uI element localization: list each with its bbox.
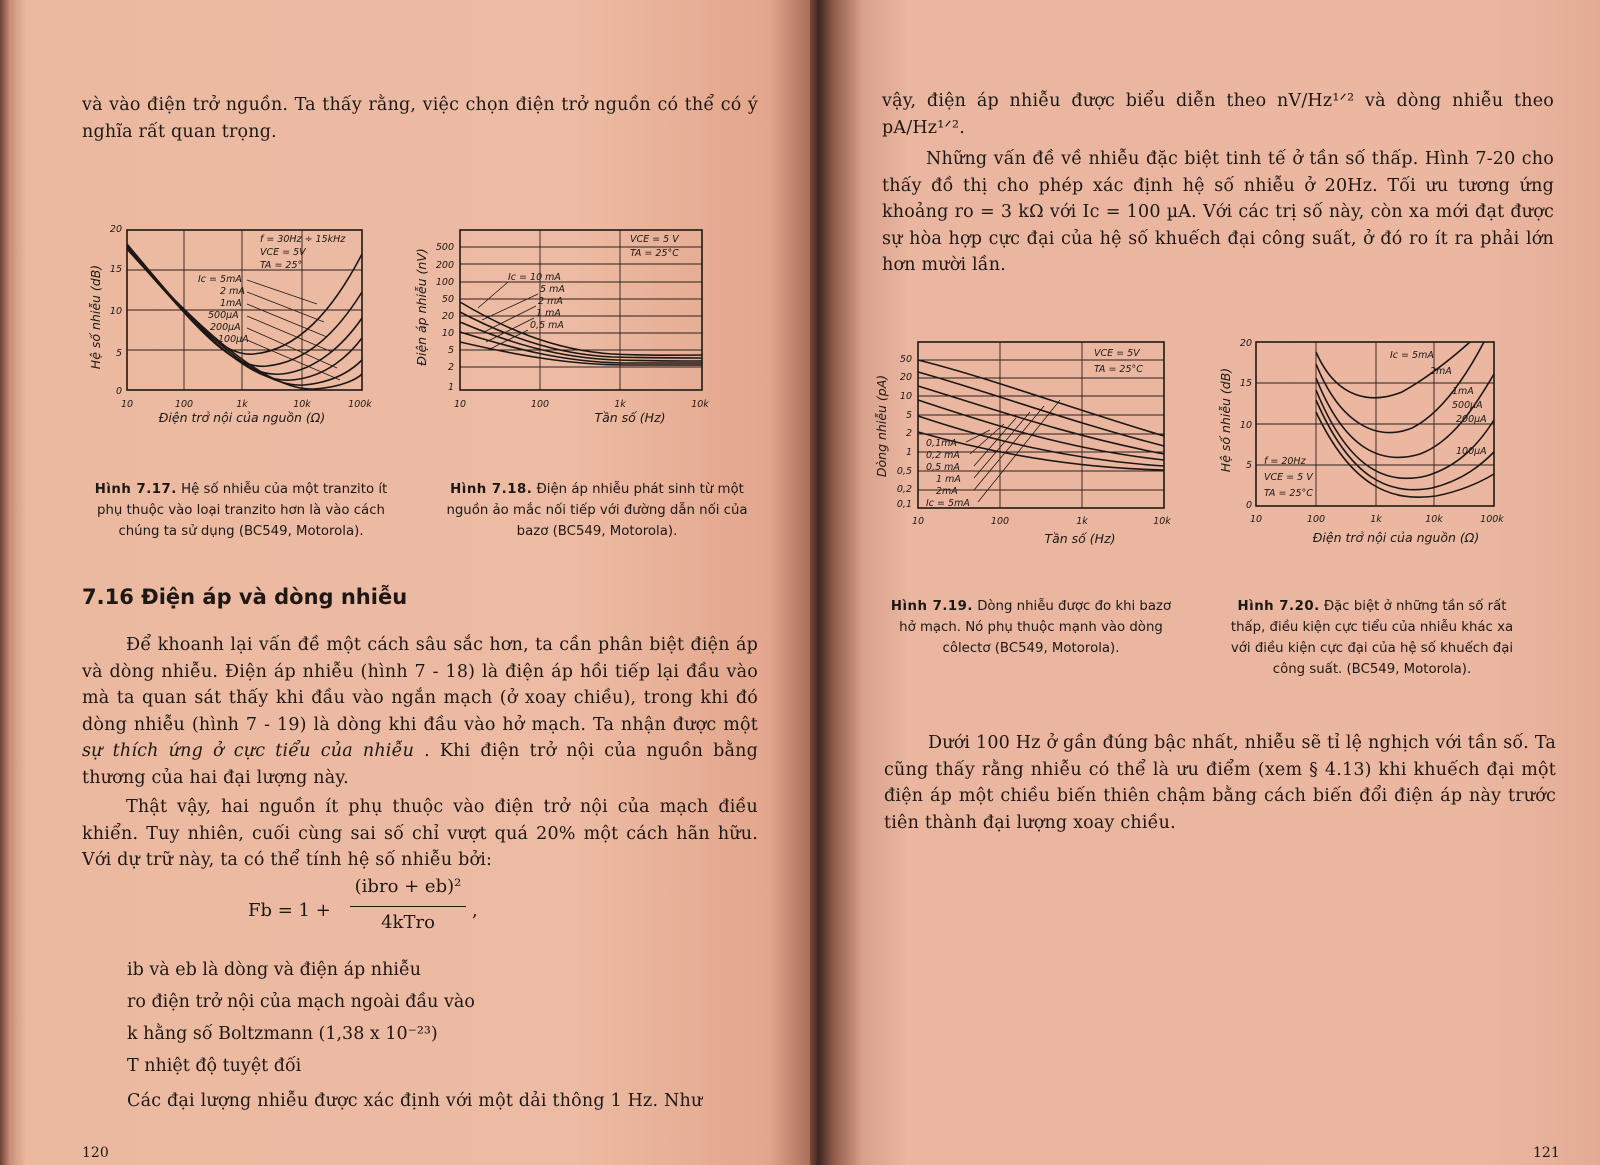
svg-text:VCE = 5 V: VCE = 5 V xyxy=(630,234,679,245)
figure-7-20-caption xyxy=(1222,596,1522,680)
right-paragraph-1: vậy, điện áp nhiễu được biểu diễn theo nV/Hz¹ᐟ² và dòng nhiễu theo pA/Hz¹ᐟ². xyxy=(882,91,1554,138)
svg-text:10: 10 xyxy=(899,391,912,402)
definition-line: ro điện trở nội của mạch ngoài đầu vào xyxy=(127,992,475,1012)
fig20-ylabel: Hệ số nhiễu (dB) xyxy=(1218,367,1233,473)
fig18-conditions xyxy=(630,234,680,259)
svg-text:5: 5 xyxy=(447,345,454,356)
fraction-bar xyxy=(350,906,466,907)
svg-text:Ic = 10 mA: Ic = 10 mA xyxy=(508,272,561,283)
fig18-curves xyxy=(460,302,702,365)
figure-7-19-chart xyxy=(870,338,1190,558)
svg-text:10k: 10k xyxy=(1425,514,1443,525)
formula-lhs: Fb = 1 + xyxy=(248,900,331,921)
svg-text:0,5: 0,5 xyxy=(896,466,912,477)
svg-text:10k: 10k xyxy=(1153,516,1171,527)
svg-text:15: 15 xyxy=(1239,378,1252,389)
svg-text:500µA: 500µA xyxy=(1452,400,1483,411)
svg-text:1: 1 xyxy=(447,382,454,393)
svg-text:20: 20 xyxy=(899,372,912,383)
fig19-yticks xyxy=(897,354,912,510)
svg-text:500µA: 500µA xyxy=(208,310,239,321)
definition-line: T nhiệt độ tuyệt đối xyxy=(127,1056,302,1076)
fig17-xtick: 100k xyxy=(348,399,372,410)
fig19-current-labels xyxy=(926,400,1060,509)
svg-text:0,5 mA: 0,5 mA xyxy=(530,320,564,331)
svg-text:20: 20 xyxy=(1239,338,1252,349)
fig20-caption-text: Đặc biệt ở những tần số rất thấp, điều kiện cực tiểu của nhiễu khác xa với điều kiện cực đại của hệ số khuếch đại công suất. (BC549, Motorola). xyxy=(1230,599,1514,677)
svg-text:10: 10 xyxy=(1239,420,1252,431)
svg-text:2 mA: 2 mA xyxy=(538,296,563,307)
svg-text:100: 100 xyxy=(530,399,550,410)
fig17-ytick: 15 xyxy=(109,264,122,275)
fig20-yticks xyxy=(1240,338,1252,511)
svg-text:200: 200 xyxy=(435,260,454,271)
svg-text:TA = 25°C: TA = 25°C xyxy=(630,248,679,259)
svg-text:Ic = 5mA: Ic = 5mA xyxy=(1390,350,1434,361)
svg-text:2: 2 xyxy=(447,362,454,373)
svg-text:10: 10 xyxy=(453,399,467,410)
fig18-xlabel: Tần số (Hz) xyxy=(594,410,666,425)
emphasis-text: sự thích ứng ở cực tiểu của nhiễu xyxy=(82,741,415,761)
right-page xyxy=(818,0,1600,1165)
svg-text:1k: 1k xyxy=(1370,514,1382,525)
right-paragraph-2: Những vấn đề về nhiễu đặc biệt tinh tế ở tần số thấp. Hình 7-20 cho thấy đồ thị cho phép xác định hệ số nhiễu ở 20Hz. Tối ưu tương ứng khoảng ro = 3 kΩ với Ic = 100 µA. Với các trị số này, còn xa mới đạt được sự hòa hợp cực đại của hệ số khuếch đại công suất, ở đó ro ít ra phải lớn hơn mười lần. xyxy=(882,149,1554,275)
svg-text:2: 2 xyxy=(905,428,912,439)
svg-text:100µA: 100µA xyxy=(218,334,249,345)
fig18-caption-label: Hình 7.18. xyxy=(450,482,533,497)
formula-denominator: 4kTro xyxy=(381,912,435,933)
svg-text:TA = 25°: TA = 25° xyxy=(260,260,303,271)
fig17-xtick: 1k xyxy=(236,399,248,410)
fig17-yticks xyxy=(110,224,122,397)
fig20-current-labels xyxy=(1390,350,1487,457)
left-intro-paragraph: và vào điện trở nguồn. Ta thấy rằng, việc chọn điện trở nguồn có thể có ý nghĩa rất quan trọng. xyxy=(82,95,758,142)
svg-text:f = 20Hz: f = 20Hz xyxy=(1264,456,1306,467)
fig19-xlabel: Tần số (Hz) xyxy=(1044,531,1116,546)
svg-text:0,5 mA: 0,5 mA xyxy=(926,462,960,473)
svg-text:1: 1 xyxy=(905,447,912,458)
definition-line: ib và eb là dòng và điện áp nhiễu xyxy=(127,960,421,980)
svg-text:100k: 100k xyxy=(1480,514,1504,525)
formula-tail: , xyxy=(472,900,478,921)
svg-text:200µA: 200µA xyxy=(1456,414,1487,425)
fig19-xticks xyxy=(912,516,1171,527)
fig17-current-labels xyxy=(198,274,340,380)
fig17-xlabel: Điện trở nội của nguồn (Ω) xyxy=(158,410,326,425)
page-number-right: 121 xyxy=(1533,1145,1560,1161)
svg-text:10: 10 xyxy=(911,516,925,527)
section-heading: 7.16 Điện áp và dòng nhiễu xyxy=(82,585,408,609)
svg-text:5: 5 xyxy=(905,410,912,421)
svg-text:10k: 10k xyxy=(691,399,709,410)
figure-7-17-caption xyxy=(88,479,394,542)
fig17-curves xyxy=(127,244,362,389)
fig17-ytick: 5 xyxy=(115,348,122,359)
svg-text:VCE = 5V: VCE = 5V xyxy=(1094,348,1140,359)
svg-text:0: 0 xyxy=(1245,500,1252,511)
fig19-conditions xyxy=(1094,348,1143,375)
svg-text:50: 50 xyxy=(441,294,454,305)
svg-text:VCE = 5 V: VCE = 5 V xyxy=(1264,472,1313,483)
svg-text:10: 10 xyxy=(1249,514,1263,525)
svg-text:1 mA: 1 mA xyxy=(536,308,561,319)
fig17-ylabel: Hệ số nhiễu (dB) xyxy=(88,264,103,370)
svg-text:50: 50 xyxy=(899,354,912,365)
svg-text:2 mA: 2 mA xyxy=(220,286,245,297)
svg-text:500: 500 xyxy=(435,242,454,253)
svg-text:1k: 1k xyxy=(1076,516,1088,527)
svg-text:1mA: 1mA xyxy=(220,298,242,309)
svg-text:0,1mA: 0,1mA xyxy=(926,438,957,449)
figure-7-17-chart xyxy=(82,222,382,437)
fig17-ytick: 10 xyxy=(109,306,122,317)
svg-text:Ic = 5mA: Ic = 5mA xyxy=(198,274,242,285)
definition-line: k hằng số Boltzmann (1,38 x 10⁻²³) xyxy=(127,1024,438,1044)
svg-text:100µA: 100µA xyxy=(1456,446,1487,457)
svg-text:200µA: 200µA xyxy=(210,322,241,333)
svg-text:1 mA: 1 mA xyxy=(936,474,961,485)
fig18-caption-text: Điện áp nhiễu phát sinh từ một nguồn ảo mắc nối tiếp với đường dẫn nối của bazơ (BC549, Motorola). xyxy=(446,482,748,539)
fig20-xlabel: Điện trở nội của nguồn (Ω) xyxy=(1312,530,1480,545)
fig17-xticks xyxy=(121,399,372,410)
formula-numerator: (ibro + eb)² xyxy=(354,876,462,897)
page-number-left: 120 xyxy=(82,1145,109,1161)
figure-7-18-caption xyxy=(438,479,756,542)
svg-text:20: 20 xyxy=(441,311,454,322)
svg-text:100: 100 xyxy=(990,516,1010,527)
fig19-ylabel: Dòng nhiễu (pA) xyxy=(874,374,889,478)
svg-text:TA = 25°C: TA = 25°C xyxy=(1094,364,1143,375)
svg-text:1mA: 1mA xyxy=(1452,386,1474,397)
svg-text:VCE = 5V: VCE = 5V xyxy=(260,247,306,258)
svg-text:0,2: 0,2 xyxy=(896,484,912,495)
fig17-conditions xyxy=(260,234,346,271)
fig17-caption-label: Hình 7.17. xyxy=(94,482,177,497)
svg-text:2mA: 2mA xyxy=(936,486,958,497)
svg-text:TA = 25°C: TA = 25°C xyxy=(1264,488,1313,499)
svg-text:5 mA: 5 mA xyxy=(540,284,565,295)
svg-text:10: 10 xyxy=(441,328,454,339)
left-last-line: Các đại lượng nhiễu được xác định với một dải thông 1 Hz. Như xyxy=(127,1091,703,1111)
figure-7-19-caption xyxy=(886,596,1176,659)
svg-text:0,2 mA: 0,2 mA xyxy=(926,450,960,461)
svg-text:0,1: 0,1 xyxy=(896,499,912,510)
fig17-caption-text: Hệ số nhiễu của một tranzito ít phụ thuộc vào loại tranzito hơn là vào cách chúng ta sử dụng (BC549, Motorola). xyxy=(97,482,388,539)
fig18-ylabel: Điện áp nhiễu (nV) xyxy=(414,248,429,366)
fig18-yticks xyxy=(436,242,454,393)
fig17-xtick: 10 xyxy=(120,399,134,410)
right-paragraph-3: Dưới 100 Hz ở gần đúng bậc nhất, nhiễu sẽ tỉ lệ nghịch với tần số. Ta cũng thấy rằng nhiễu có thể là ưu điểm (xem § 4.13) khi khuếch đại một điện áp một chiều biến thiên chậm bằng cách biến đổi điện áp này trước tiên thành đại lượng xoay chiều. xyxy=(884,733,1556,833)
svg-text:100: 100 xyxy=(435,277,454,288)
svg-text:5: 5 xyxy=(1245,460,1252,471)
left-paragraph-2: Thật vậy, hai nguồn ít phụ thuộc vào điện trở nội của mạch điều khiển. Tuy nhiên, cuối cùng sai số chỉ vượt quá 20% một cách hãn hữu. Với dự trữ này, ta có thể tính hệ số nhiễu bởi: xyxy=(82,797,758,870)
fig17-xtick: 100 xyxy=(174,399,194,410)
fig20-caption-label: Hình 7.20. xyxy=(1237,599,1320,614)
svg-text:2mA: 2mA xyxy=(1430,366,1452,377)
figure-7-18-chart xyxy=(412,222,722,437)
figure-7-20-chart xyxy=(1212,338,1532,558)
fig19-caption-label: Hình 7.19. xyxy=(890,599,973,614)
svg-text:100: 100 xyxy=(1306,514,1326,525)
fig20-conditions xyxy=(1264,456,1314,499)
svg-text:f = 30Hz ÷ 15kHz: f = 30Hz ÷ 15kHz xyxy=(260,234,346,245)
fig20-xticks xyxy=(1250,514,1504,525)
svg-text:1k: 1k xyxy=(614,399,626,410)
fig19-caption-text: Dòng nhiễu được đo khi bazơ hở mạch. Nó phụ thuộc mạnh vào dòng côlectơ (BC549, Motorola). xyxy=(899,599,1172,656)
left-paragraph-1: Để khoanh lại vấn đề một cách sâu sắc hơn, ta cần phân biệt điện áp và dòng nhiễu. Điện áp nhiễu (hình 7 - 18) là điện áp hồi tiếp lại đầu vào mà ta quan sát thấy khi đầu vào ngắn mạch (ở xoay chiều), trong khi đó dòng nhiễu (hình 7 - 19) là dòng khi đầu vào hở mạch. Ta nhận được một sự thích ứng ở cực tiểu của nhiễu . Khi điện trở nội của nguồn bằng thương của hai đại lượng này. xyxy=(82,635,758,788)
svg-text:Ic = 5mA: Ic = 5mA xyxy=(926,498,970,509)
fig18-xticks xyxy=(454,399,709,410)
fig17-xtick: 10k xyxy=(293,399,311,410)
fig17-ytick: 20 xyxy=(109,224,122,235)
fig17-ytick: 0 xyxy=(115,386,122,397)
